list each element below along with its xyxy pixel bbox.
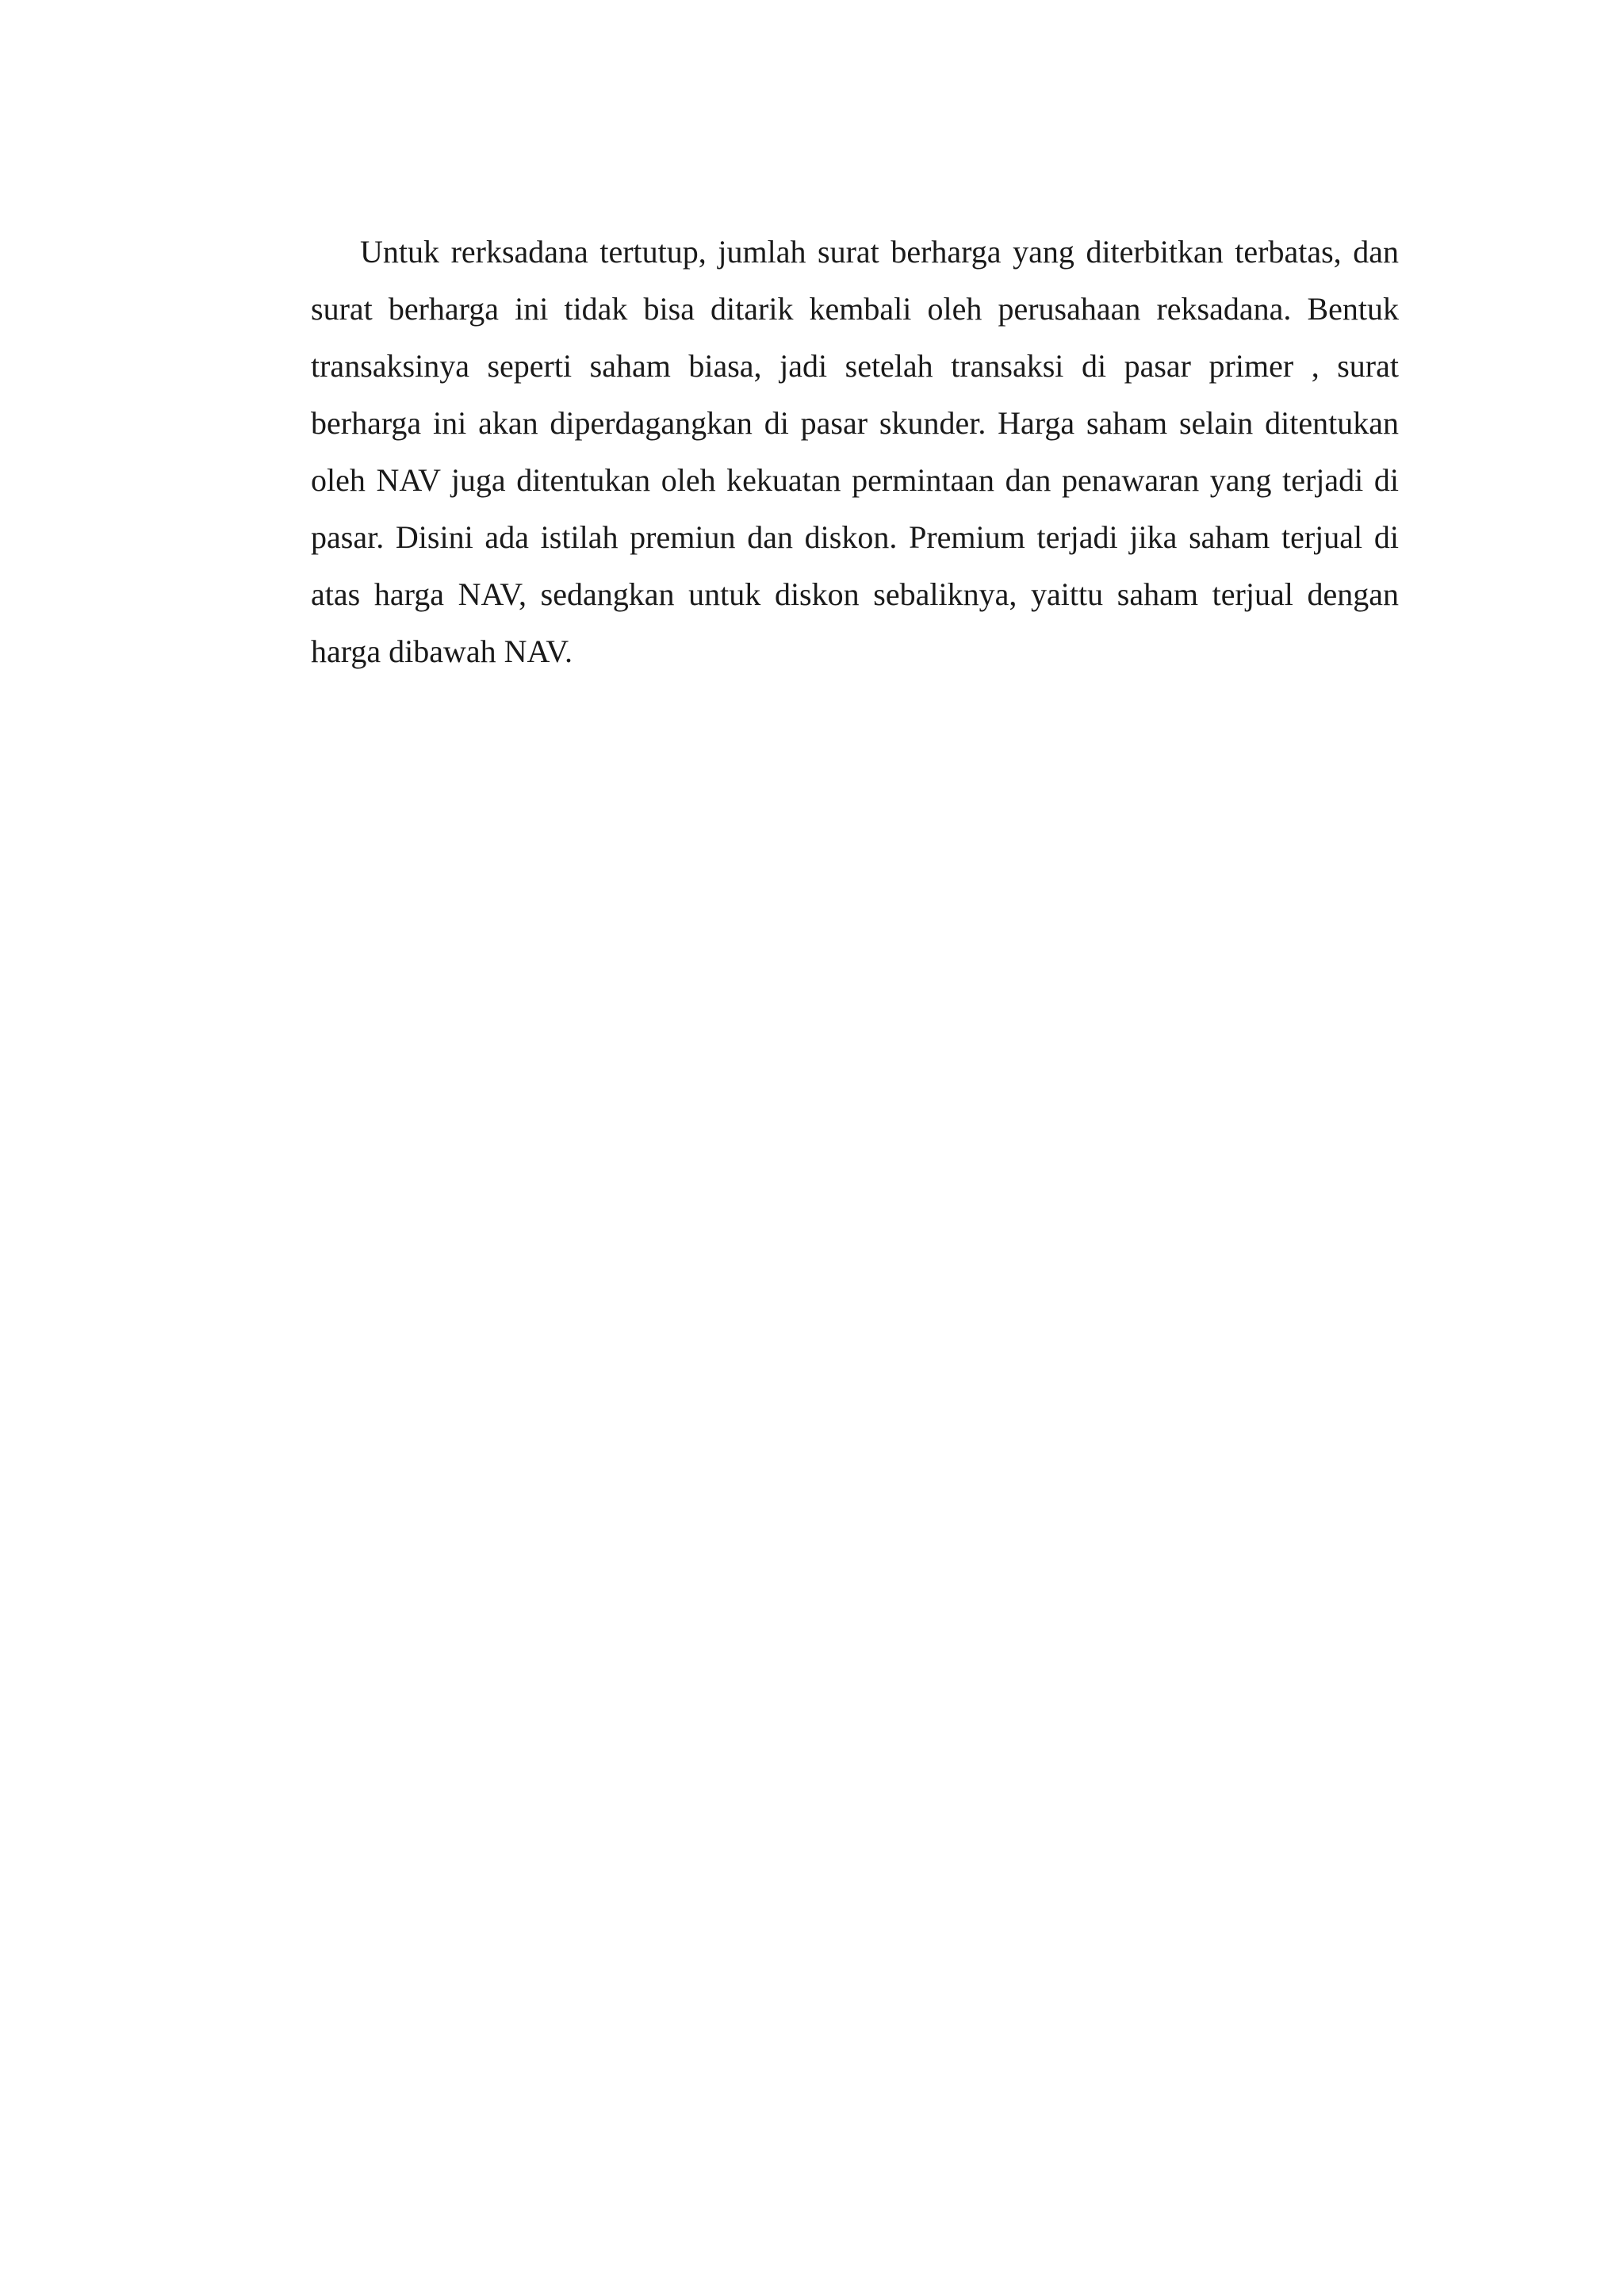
body-paragraph: Untuk rerksadana tertutup, jumlah surat berharga yang diterbitkan terbatas, dan surat berharga ini tidak bisa ditarik kembali oleh perusahaan reksadana. Bentuk transaksinya seperti saham biasa, jadi setelah transaksi di pasar primer , surat berharga ini akan diperdagangkan di pasar skunder. Harga saham selain ditentukan oleh NAV juga ditentukan oleh kekuatan permintaan dan penawaran yang terjadi di pasar. Disini ada istilah premiun dan diskon. Premium terjadi jika saham terjual di atas harga NAV, sedangkan untuk diskon sebaliknya, yaittu saham terjual dengan harga dibawah NAV. — [311, 234, 1399, 669]
